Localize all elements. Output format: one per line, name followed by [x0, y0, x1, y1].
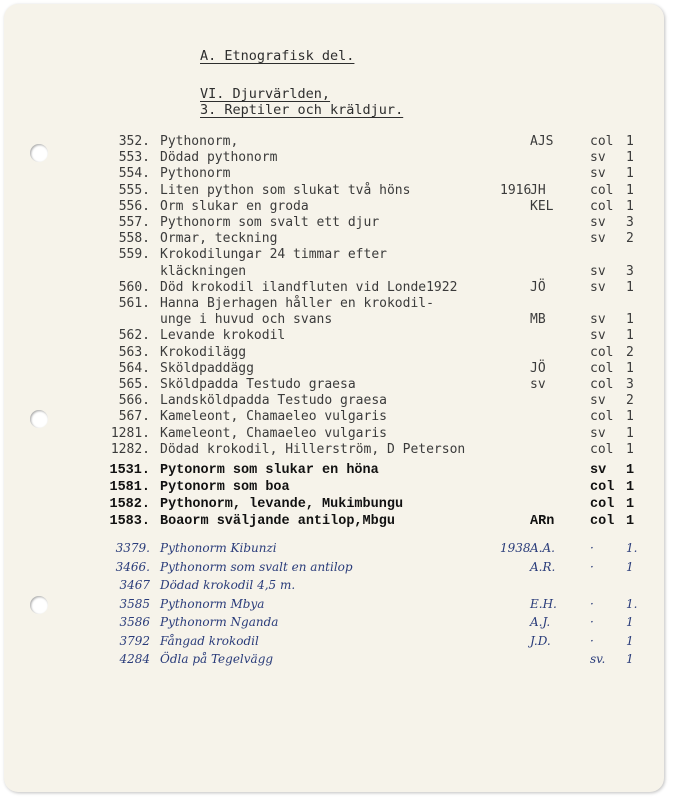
catalog-number: 1281. — [110, 425, 150, 441]
description: Pythonorm som svalt en antilop — [160, 559, 353, 574]
format-code: col — [590, 134, 614, 149]
catalog-number: 556. — [118, 198, 150, 214]
description: Krokodilägg — [160, 344, 247, 360]
format-code: sv — [590, 150, 606, 166]
count: 2 — [626, 344, 634, 360]
count: 1 — [626, 559, 634, 574]
catalog-number: 1582. — [109, 497, 150, 512]
count: 2 — [626, 231, 634, 247]
catalog-row — [4, 409, 664, 425]
catalog-row — [4, 312, 664, 328]
format-code: sv — [590, 312, 606, 328]
format-code: sv — [590, 215, 606, 230]
catalog-number: 557. — [118, 215, 150, 230]
catalog-number: 3467 — [119, 578, 150, 592]
catalog-row — [4, 442, 664, 458]
count: 1 — [626, 166, 634, 182]
catalog-number: 565. — [118, 377, 150, 392]
description: Ormar, teckning — [160, 231, 278, 247]
catalog-number: 564. — [118, 360, 150, 376]
collector-mark: A.A. — [530, 541, 555, 555]
format-code: sv — [590, 263, 606, 279]
format-code: · — [590, 541, 594, 555]
format-code: sv. — [590, 652, 606, 666]
catalog-number: 562. — [118, 328, 150, 344]
catalog-row — [4, 559, 664, 575]
description: Dödad pythonorm — [160, 150, 278, 166]
description: Ödla på Tegelvägg — [160, 652, 274, 666]
description: Dödad krokodil 4,5 m. — [160, 578, 296, 592]
catalog-number: 3586 — [119, 615, 150, 629]
count: 3 — [626, 263, 634, 279]
catalog-row — [4, 328, 664, 344]
description: Pytonorm som boa — [160, 480, 290, 495]
format-code: col — [590, 198, 614, 214]
catalog-number: 352. — [118, 134, 150, 149]
collector-mark: ARn — [530, 514, 555, 529]
catalog-number: 567. — [118, 409, 150, 425]
count: 1. — [626, 596, 638, 611]
catalog-row — [4, 231, 664, 247]
catalog-row — [4, 150, 664, 166]
catalog-number: 3792 — [119, 633, 150, 648]
description: Sköldpaddägg — [160, 360, 254, 376]
catalog-number: 4284 — [119, 652, 150, 666]
collector-mark: JH — [530, 182, 546, 198]
catalog-number: 560. — [118, 279, 150, 295]
description: Pythonorm — [160, 166, 231, 182]
format-code: col — [590, 344, 614, 360]
format-code: sv — [590, 231, 606, 247]
format-code: col — [590, 497, 615, 512]
description: Kameleont, Chamaeleo vulgaris — [160, 409, 387, 425]
count: 1. — [626, 541, 638, 555]
description: Pythonorm, — [160, 134, 239, 149]
description: Pythonorm Mbya — [160, 596, 265, 611]
count: 2 — [626, 393, 634, 409]
description: Sköldpadda Testudo graesa — [160, 377, 356, 392]
category-heading: 3. Reptiler och kräldjur. — [200, 102, 404, 118]
format-code: col — [590, 514, 615, 529]
collector-mark: MB — [530, 312, 546, 328]
catalog-row — [4, 361, 664, 377]
format-code: col — [590, 409, 614, 425]
count: 3 — [626, 215, 634, 230]
catalog-number: 558. — [118, 231, 150, 247]
count: 1 — [626, 652, 634, 666]
collector-mark: J.D. — [530, 633, 551, 648]
catalog-row — [4, 264, 664, 280]
format-code: col — [590, 377, 614, 392]
collector-mark: JÖ — [530, 360, 546, 376]
count: 1 — [626, 312, 634, 328]
count: 1 — [626, 441, 634, 457]
description: Krokodilungar 24 timmar efter — [160, 247, 387, 263]
description: unge i huvud och svans — [160, 312, 333, 328]
catalog-row — [4, 480, 664, 496]
description: Hanna Bjerhagen håller en krokodil- — [160, 296, 434, 311]
catalog-row — [4, 377, 664, 393]
catalog-number: 1282. — [110, 441, 150, 457]
collector-mark: A.R. — [530, 559, 556, 574]
description: Liten python som slukat två höns — [160, 182, 411, 198]
catalog-number: 3466. — [115, 559, 150, 574]
subsection-heading: VI. Djurvärlden, — [200, 86, 331, 102]
catalog-row — [4, 577, 664, 593]
description: Pythonorm Nganda — [160, 615, 279, 629]
count: 1 — [626, 633, 634, 648]
description: Fångad krokodil — [160, 633, 259, 648]
catalog-number: 554. — [118, 166, 150, 182]
catalog-number: 566. — [118, 393, 150, 409]
collector-mark: E.H. — [530, 596, 557, 611]
catalog-number: 1531. — [109, 463, 150, 478]
catalog-row — [4, 463, 664, 479]
year: 1916 — [500, 182, 532, 198]
count: 1 — [626, 279, 634, 295]
count: 1 — [626, 480, 635, 495]
catalog-number: 3585 — [119, 596, 150, 611]
count: 1 — [626, 514, 635, 529]
format-code: sv — [590, 279, 606, 295]
description: Död krokodil ilandfluten vid Londe1922 — [160, 279, 458, 295]
catalog-number: 563. — [118, 344, 150, 360]
format-code: col — [590, 480, 615, 495]
description: Orm slukar en groda — [160, 198, 309, 214]
catalog-row — [4, 426, 664, 442]
catalog-card — [4, 4, 664, 792]
catalog-number: 559. — [118, 247, 150, 263]
catalog-row — [4, 514, 664, 530]
description: Pythonorm Kibunzi — [160, 541, 277, 555]
format-code: sv — [590, 328, 606, 344]
description: Kameleont, Chamaeleo vulgaris — [160, 425, 387, 441]
format-code: col — [590, 441, 614, 457]
format-code: sv — [590, 166, 606, 182]
catalog-row — [4, 247, 664, 263]
count: 1 — [626, 615, 634, 629]
description: Boaorm sväljande antilop,Mbgu — [160, 514, 395, 529]
format-code: sv — [590, 463, 607, 478]
catalog-row — [4, 166, 664, 182]
format-code: sv — [590, 425, 606, 441]
count: 1 — [626, 409, 634, 425]
catalog-row — [4, 393, 664, 409]
count: 1 — [626, 182, 634, 198]
count: 3 — [626, 377, 634, 392]
count: 1 — [626, 425, 634, 441]
format-code: col — [590, 360, 614, 376]
description: Pytonorm som slukar en höna — [160, 463, 379, 478]
catalog-row — [4, 280, 664, 296]
catalog-row — [4, 345, 664, 361]
section-heading: A. Etnografisk del. — [200, 48, 355, 64]
catalog-row — [4, 633, 664, 649]
description: Pythonorm, levande, Mukimbungu — [160, 497, 404, 512]
catalog-row — [4, 199, 664, 215]
catalog-row — [4, 596, 664, 612]
catalog-number: 555. — [118, 182, 150, 198]
count: 1 — [626, 150, 634, 166]
collector-mark: KEL — [530, 198, 554, 214]
description: kläckningen — [160, 263, 247, 279]
description: Levande krokodil — [160, 328, 286, 344]
catalog-number: 553. — [118, 150, 150, 166]
count: 1 — [626, 198, 634, 214]
collector-mark: AJS — [530, 134, 554, 149]
format-code: · — [590, 615, 594, 629]
description: Pythonorm som svalt ett djur — [160, 215, 380, 230]
catalog-row — [4, 296, 664, 312]
catalog-number: 1581. — [109, 480, 150, 495]
catalog-row — [4, 183, 664, 199]
catalog-row — [4, 215, 664, 231]
collector-mark: A.J. — [530, 615, 551, 629]
catalog-number: 561. — [118, 296, 150, 311]
year: 1938 — [500, 541, 531, 555]
format-code: · — [590, 596, 594, 611]
description: Landsköldpadda Testudo graesa — [160, 393, 387, 409]
count: 1 — [626, 497, 635, 512]
format-code: · — [590, 633, 594, 648]
collector-mark: sv — [530, 377, 546, 392]
catalog-row — [4, 134, 664, 150]
description: Dödad krokodil, Hillerström, D Peterson — [160, 441, 466, 457]
catalog-number: 1583. — [109, 514, 150, 529]
count: 1 — [626, 360, 634, 376]
catalog-row — [4, 614, 664, 630]
count: 1 — [626, 134, 634, 149]
catalog-row — [4, 540, 664, 556]
catalog-row — [4, 651, 664, 667]
catalog-row — [4, 497, 664, 513]
collector-mark: JÖ — [530, 279, 546, 295]
format-code: col — [590, 182, 614, 198]
catalog-number: 3379. — [115, 541, 150, 555]
count: 1 — [626, 328, 634, 344]
format-code: · — [590, 559, 594, 574]
format-code: sv — [590, 393, 606, 409]
count: 1 — [626, 463, 635, 478]
